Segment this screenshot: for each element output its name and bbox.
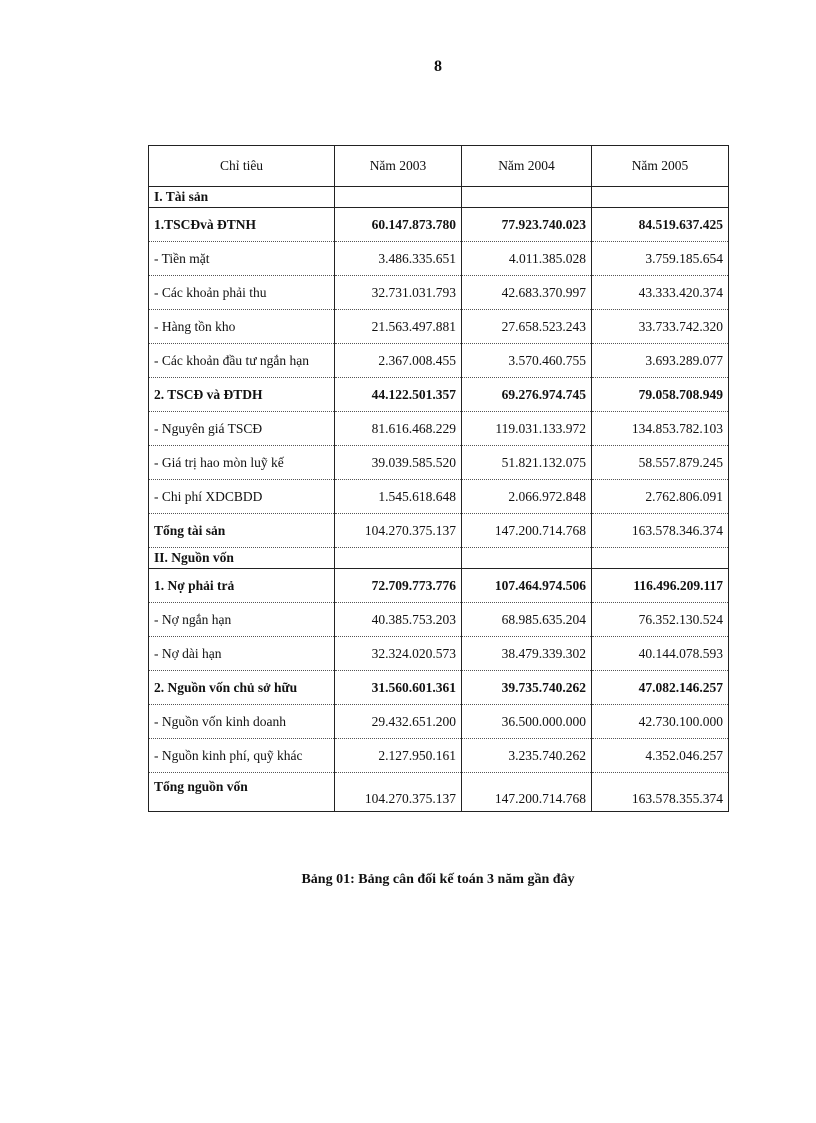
value-cell-2004: 69.276.974.745	[462, 378, 592, 412]
table-row	[149, 446, 729, 480]
header-nam-2005: Năm 2005	[592, 146, 729, 187]
value-cell-2003: 31.560.601.361	[335, 671, 462, 705]
table-row	[149, 548, 729, 569]
row-label: - Nợ dài hạn	[149, 637, 335, 671]
value-cell-2005	[592, 187, 729, 208]
value-cell-2003: 39.039.585.520	[335, 446, 462, 480]
value-cell-2005: 3.759.185.654	[592, 242, 729, 276]
value-cell-2005: 116.496.209.117	[592, 569, 729, 603]
table-row	[149, 773, 729, 812]
row-label: - Nguyên giá TSCĐ	[149, 412, 335, 446]
table-row	[149, 739, 729, 773]
row-label: - Nợ ngắn hạn	[149, 603, 335, 637]
value-cell-2005: 58.557.879.245	[592, 446, 729, 480]
value-cell-2003: 104.270.375.137	[335, 773, 462, 812]
balance-sheet-table	[148, 145, 729, 812]
value-cell-2005	[592, 548, 729, 569]
value-cell-2003: 72.709.773.776	[335, 569, 462, 603]
value-cell-2003: 21.563.497.881	[335, 310, 462, 344]
page-number: 8	[434, 58, 442, 75]
table-caption: Bảng 01: Bảng cân đối kế toán 3 năm gần đây	[301, 872, 575, 887]
value-cell-2004: 147.200.714.768	[462, 514, 592, 548]
table-row	[149, 480, 729, 514]
value-cell-2003: 1.545.618.648	[335, 480, 462, 514]
row-label: - Giá trị hao mòn luỹ kế	[149, 446, 335, 480]
value-cell-2004: 107.464.974.506	[462, 569, 592, 603]
value-cell-2004: 3.570.460.755	[462, 344, 592, 378]
value-cell-2004: 42.683.370.997	[462, 276, 592, 310]
table-row	[149, 637, 729, 671]
header-nam-2004: Năm 2004	[462, 146, 592, 187]
value-cell-2004: 27.658.523.243	[462, 310, 592, 344]
value-cell-2004: 3.235.740.262	[462, 739, 592, 773]
value-cell-2005: 134.853.782.103	[592, 412, 729, 446]
value-cell-2005: 33.733.742.320	[592, 310, 729, 344]
value-cell-2003: 104.270.375.137	[335, 514, 462, 548]
value-cell-2003: 29.432.651.200	[335, 705, 462, 739]
header-chi-tieu: Chỉ tiêu	[149, 146, 335, 187]
value-cell-2003: 60.147.873.780	[335, 208, 462, 242]
value-cell-2004: 119.031.133.972	[462, 412, 592, 446]
row-label: Tổng nguồn vốn	[149, 773, 335, 812]
table-row	[149, 569, 729, 603]
value-cell-2003: 3.486.335.651	[335, 242, 462, 276]
table-body	[149, 187, 729, 812]
table-row	[149, 378, 729, 412]
row-label: Tổng tài sản	[149, 514, 335, 548]
row-label: - Nguồn vốn kinh doanh	[149, 705, 335, 739]
value-cell-2005: 163.578.355.374	[592, 773, 729, 812]
table-row	[149, 603, 729, 637]
table-row	[149, 310, 729, 344]
row-label: - Nguồn kinh phí, quỹ khác	[149, 739, 335, 773]
table-row	[149, 671, 729, 705]
value-cell-2003: 32.324.020.573	[335, 637, 462, 671]
value-cell-2004: 147.200.714.768	[462, 773, 592, 812]
value-cell-2003: 44.122.501.357	[335, 378, 462, 412]
value-cell-2005: 163.578.346.374	[592, 514, 729, 548]
value-cell-2005: 4.352.046.257	[592, 739, 729, 773]
row-label: I. Tài sản	[149, 187, 335, 208]
value-cell-2005: 76.352.130.524	[592, 603, 729, 637]
table-row	[149, 208, 729, 242]
row-label: 2. Nguồn vốn chủ sở hữu	[149, 671, 335, 705]
header-nam-2003: Năm 2003	[335, 146, 462, 187]
row-label: - Các khoản đầu tư ngắn hạn	[149, 344, 335, 378]
value-cell-2005: 42.730.100.000	[592, 705, 729, 739]
row-label: - Hàng tồn kho	[149, 310, 335, 344]
table-row	[149, 514, 729, 548]
table-header-row	[149, 146, 729, 187]
value-cell-2004: 39.735.740.262	[462, 671, 592, 705]
row-label: 1.TSCĐvà ĐTNH	[149, 208, 335, 242]
value-cell-2003: 2.127.950.161	[335, 739, 462, 773]
value-cell-2004: 2.066.972.848	[462, 480, 592, 514]
value-cell-2005: 40.144.078.593	[592, 637, 729, 671]
value-cell-2005: 2.762.806.091	[592, 480, 729, 514]
value-cell-2004: 68.985.635.204	[462, 603, 592, 637]
row-label: 1. Nợ phải trả	[149, 569, 335, 603]
row-label: - Chi phí XDCBDD	[149, 480, 335, 514]
table-row	[149, 412, 729, 446]
row-label: II. Nguồn vốn	[149, 548, 335, 569]
table-row	[149, 705, 729, 739]
value-cell-2003: 81.616.468.229	[335, 412, 462, 446]
value-cell-2005: 43.333.420.374	[592, 276, 729, 310]
table-row	[149, 242, 729, 276]
value-cell-2004: 4.011.385.028	[462, 242, 592, 276]
value-cell-2003	[335, 187, 462, 208]
value-cell-2004: 77.923.740.023	[462, 208, 592, 242]
value-cell-2004	[462, 187, 592, 208]
value-cell-2003: 2.367.008.455	[335, 344, 462, 378]
row-label: 2. TSCĐ và ĐTDH	[149, 378, 335, 412]
value-cell-2003: 40.385.753.203	[335, 603, 462, 637]
row-label: - Tiền mặt	[149, 242, 335, 276]
table-row	[149, 276, 729, 310]
value-cell-2005: 84.519.637.425	[592, 208, 729, 242]
table-row	[149, 187, 729, 208]
value-cell-2005: 79.058.708.949	[592, 378, 729, 412]
value-cell-2004: 38.479.339.302	[462, 637, 592, 671]
value-cell-2004	[462, 548, 592, 569]
value-cell-2005: 47.082.146.257	[592, 671, 729, 705]
value-cell-2003: 32.731.031.793	[335, 276, 462, 310]
value-cell-2003	[335, 548, 462, 569]
value-cell-2005: 3.693.289.077	[592, 344, 729, 378]
value-cell-2004: 36.500.000.000	[462, 705, 592, 739]
table-row	[149, 344, 729, 378]
value-cell-2004: 51.821.132.075	[462, 446, 592, 480]
row-label: - Các khoản phải thu	[149, 276, 335, 310]
